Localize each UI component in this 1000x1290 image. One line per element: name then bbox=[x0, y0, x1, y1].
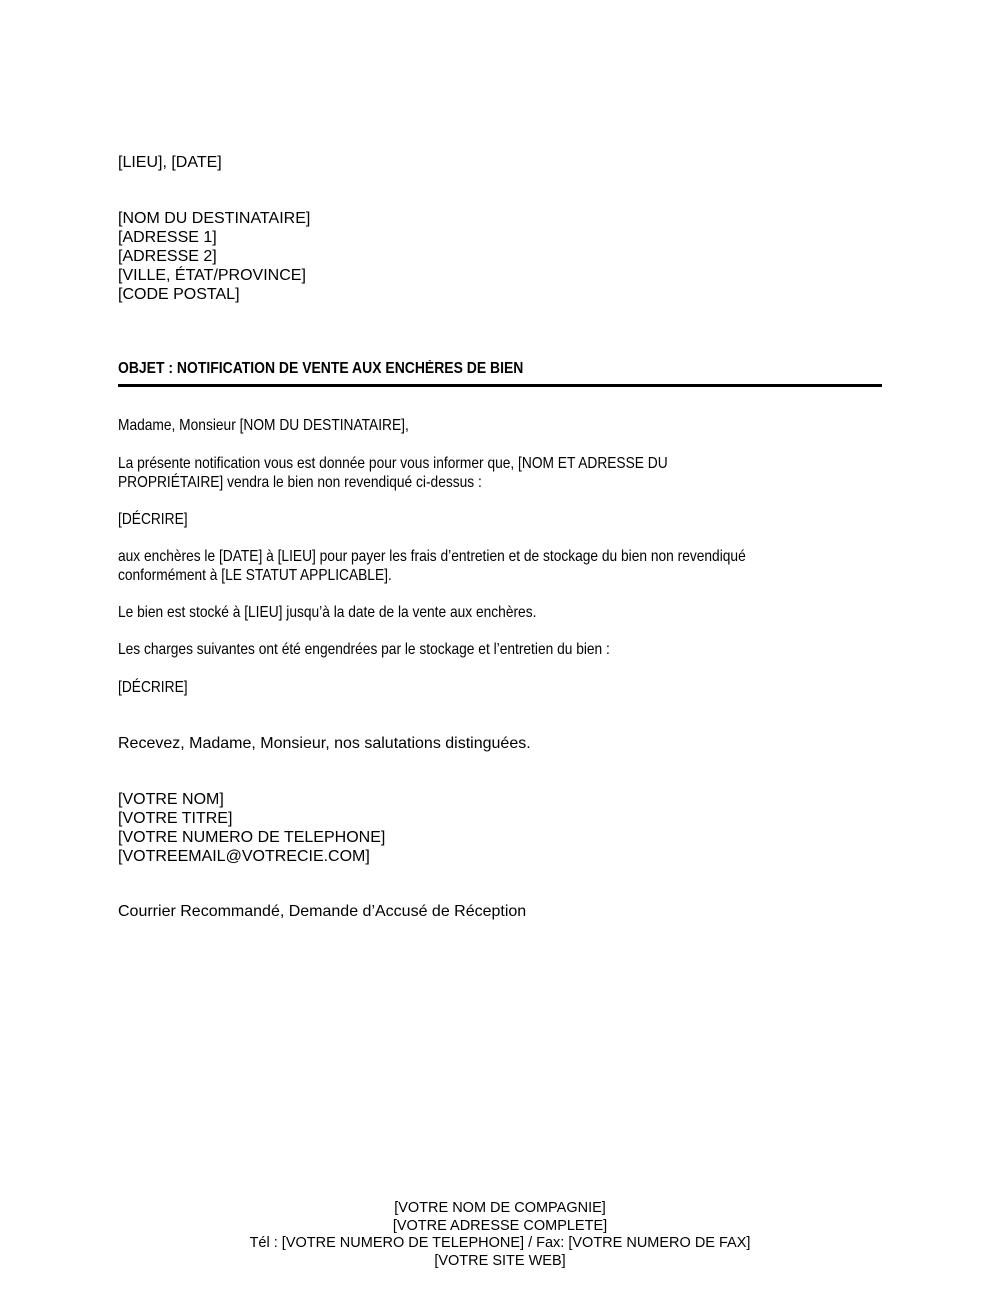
footer-phone-fax: Tél : [VOTRE NUMERO DE TELEPHONE] / Fax: [VOTRE NUMERO DE FAX] bbox=[249, 1235, 751, 1251]
paragraph-line: aux enchères le [DATE] à [LIEU] pour payer les frais d’entretien et de stockage du bien non revendiqué bbox=[118, 548, 746, 565]
subject-line: OBJET : NOTIFICATION DE VENTE AUX ENCHÈRES DE BIEN bbox=[118, 360, 524, 377]
company-footer bbox=[0, 1200, 1000, 1270]
sender-phone: [VOTRE NUMERO DE TELEPHONE] bbox=[118, 829, 386, 846]
closing-formula: Recevez, Madame, Monsieur, nos salutations distinguées. bbox=[118, 735, 531, 752]
footer-company-name: [VOTRE NOM DE COMPAGNIE] bbox=[394, 1200, 606, 1216]
place-date: [LIEU], [DATE] bbox=[118, 154, 222, 171]
recipient-address-1: [ADRESSE 1] bbox=[118, 229, 217, 246]
recipient-city-state: [VILLE, ÉTAT/PROVINCE] bbox=[118, 267, 306, 284]
salutation: Madame, Monsieur [NOM DU DESTINATAIRE], bbox=[118, 417, 409, 434]
describe-placeholder-2: [DÉCRIRE] bbox=[118, 679, 188, 696]
paragraph-notification bbox=[118, 454, 668, 492]
paragraph-line: La présente notification vous est donnée pour vous informer que, [NOM ET ADRESSE DU bbox=[118, 455, 668, 472]
paragraph-line: PROPRIÉTAIRE] vendra le bien non revendiqué ci-dessus : bbox=[118, 474, 482, 491]
paragraph-charges: Les charges suivantes ont été engendrées par le stockage et l’entretien du bien : bbox=[118, 641, 610, 658]
sender-title: [VOTRE TITRE] bbox=[118, 810, 233, 827]
sender-email: [VOTREEMAIL@VOTRECIE.COM] bbox=[118, 848, 370, 865]
paragraph-auction-details bbox=[118, 547, 746, 585]
paragraph-line: conformément à [LE STATUT APPLICABLE]. bbox=[118, 567, 392, 584]
subject-divider bbox=[118, 384, 882, 387]
describe-placeholder-1: [DÉCRIRE] bbox=[118, 511, 188, 528]
recipient-address-2: [ADRESSE 2] bbox=[118, 248, 217, 265]
paragraph-storage-location: Le bien est stocké à [LIEU] jusqu’à la date de la vente aux enchères. bbox=[118, 604, 537, 621]
footer-address: [VOTRE ADRESSE COMPLETE] bbox=[392, 1217, 608, 1234]
signature-block bbox=[118, 790, 385, 866]
recipient-name: [NOM DU DESTINATAIRE] bbox=[118, 210, 311, 227]
footer-website: [VOTRE SITE WEB] bbox=[434, 1252, 566, 1269]
recipient-postal-code: [CODE POSTAL] bbox=[118, 286, 240, 303]
delivery-note: Courrier Recommandé, Demande d’Accusé de Réception bbox=[118, 903, 527, 920]
sender-name: [VOTRE NOM] bbox=[118, 791, 224, 808]
recipient-address-block bbox=[118, 209, 310, 304]
